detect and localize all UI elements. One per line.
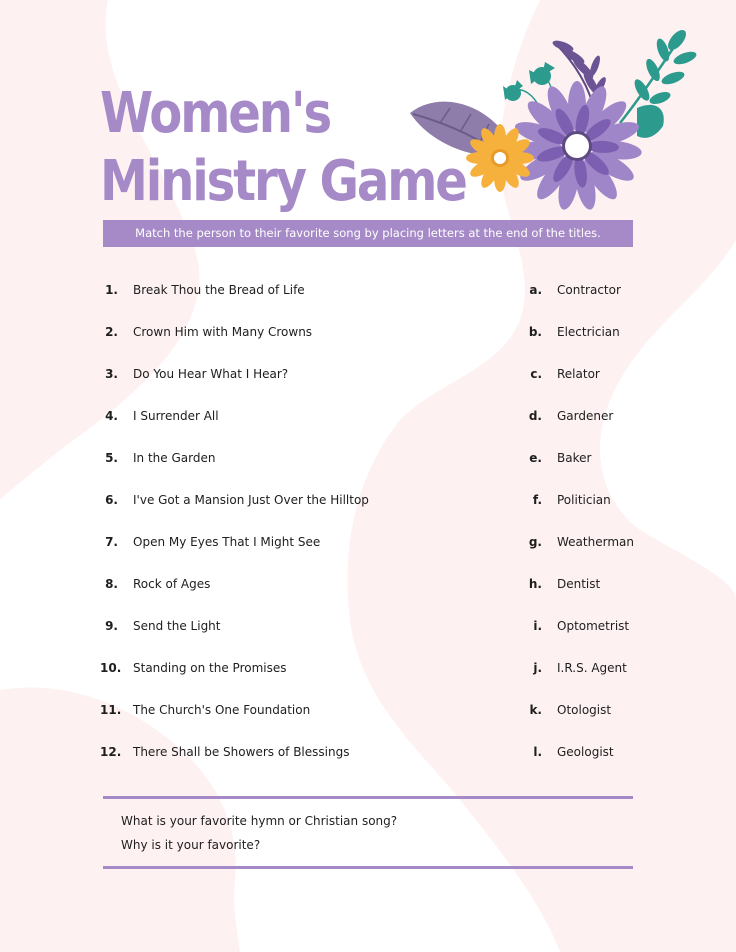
song-title: Do You Hear What I Hear? [133, 367, 289, 381]
flower-cluster-icon [405, 28, 700, 213]
occupation-letter: j. [533, 661, 542, 675]
song-title: I Surrender All [133, 409, 219, 423]
song-number: 10. [100, 661, 122, 675]
song-number: 11. [100, 703, 122, 717]
divider-top [103, 796, 633, 799]
instructions-banner: Match the person to their favorite song by placing letters at the end of the titles. [103, 220, 633, 247]
occupation-letter: d. [528, 409, 542, 423]
title-line-2: Ministry Game [100, 149, 466, 214]
occupation-letter: e. [529, 451, 542, 465]
song-number: 4. [105, 409, 118, 423]
song-number: 12. [100, 745, 122, 759]
occupation-name: Baker [557, 451, 592, 465]
occupation-name: Electrician [557, 325, 620, 339]
occupation-name: I.R.S. Agent [557, 661, 627, 675]
occupation-letter: a. [529, 283, 542, 297]
occupation-letter: g. [528, 535, 542, 549]
question-why-favorite: Why is it your favorite? [121, 838, 261, 852]
occupation-letter: i. [533, 619, 542, 633]
question-favorite-hymn: What is your favorite hymn or Christian song? [121, 814, 398, 828]
occupation-letter: k. [529, 703, 542, 717]
song-title: Crown Him with Many Crowns [133, 325, 313, 339]
song-title: Rock of Ages [133, 577, 211, 591]
occupation-name: Relator [557, 367, 600, 381]
song-title: Open My Eyes That I Might See [133, 535, 321, 549]
song-title: Send the Light [133, 619, 221, 633]
occupation-letter: b. [528, 325, 542, 339]
occupation-letter: l. [533, 745, 542, 759]
occupation-name: Gardener [557, 409, 614, 423]
occupation-letter: f. [532, 493, 542, 507]
divider-bottom [103, 866, 633, 869]
occupation-name: Optometrist [557, 619, 630, 633]
song-number: 9. [105, 619, 118, 633]
song-title: Break Thou the Bread of Life [133, 283, 305, 297]
occupation-name: Geologist [557, 745, 614, 759]
song-number: 3. [105, 367, 118, 381]
occupation-name: Otologist [557, 703, 612, 717]
teal-leaf-icon [637, 105, 664, 138]
occupation-name: Dentist [557, 577, 601, 591]
occupation-letter: h. [528, 577, 542, 591]
purple-daisy-icon [511, 81, 642, 211]
teal-bud-icon [503, 62, 555, 108]
song-title: In the Garden [133, 451, 216, 465]
song-title: There Shall be Showers of Blessings [133, 745, 350, 759]
occupation-name: Contractor [557, 283, 621, 297]
occupation-name: Weatherman [557, 535, 634, 549]
song-number: 1. [105, 283, 118, 297]
song-number: 2. [105, 325, 118, 339]
song-number: 7. [105, 535, 118, 549]
title-line-1: Women's [100, 81, 330, 146]
song-title: The Church's One Foundation [133, 703, 311, 717]
song-number: 8. [105, 577, 118, 591]
occupation-name: Politician [557, 493, 611, 507]
occupation-letter: c. [530, 367, 542, 381]
song-title: Standing on the Promises [133, 661, 287, 675]
song-number: 6. [105, 493, 118, 507]
song-number: 5. [105, 451, 118, 465]
song-title: I've Got a Mansion Just Over the Hilltop [133, 493, 369, 507]
